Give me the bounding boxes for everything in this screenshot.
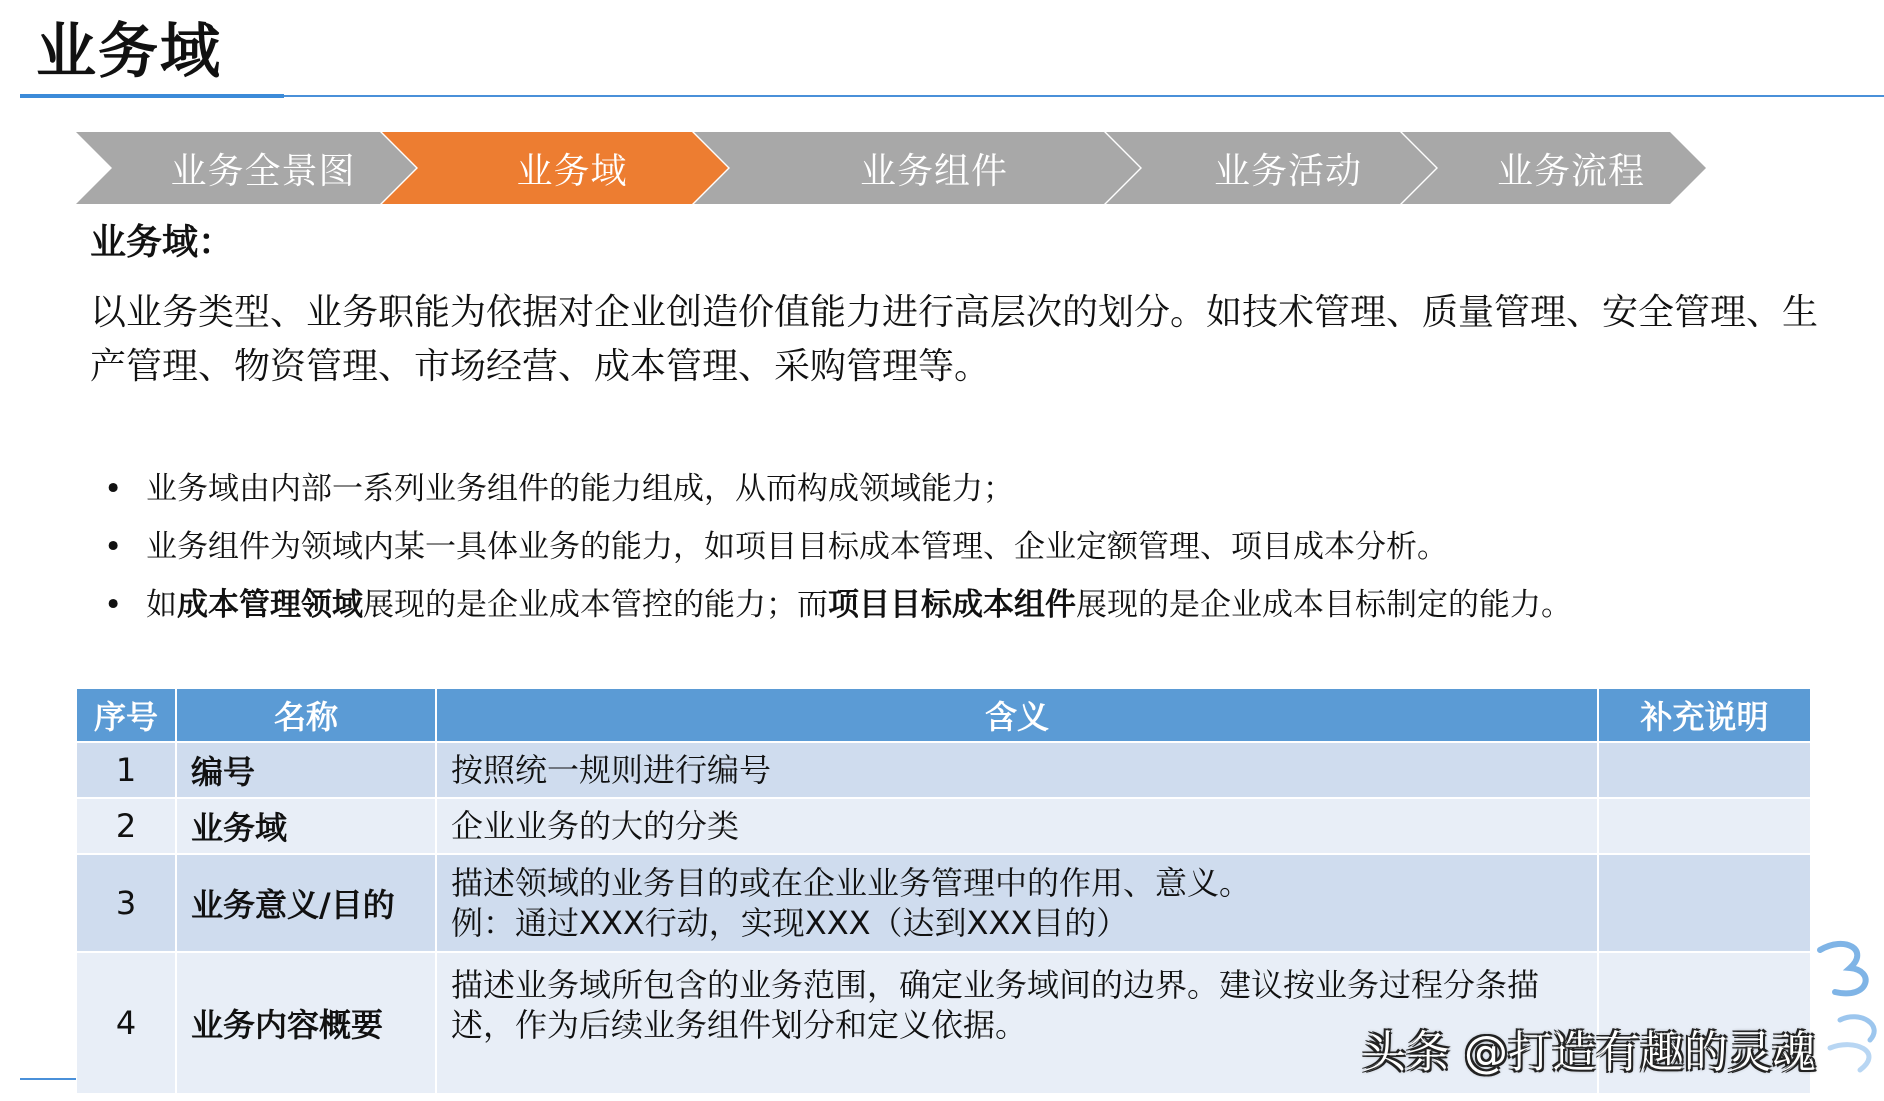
- bullet-item: [104, 460, 1572, 518]
- cell-meaning: [436, 742, 1598, 798]
- step-label: 业务全景图: [170, 150, 356, 192]
- bullet-dot-icon: •: [104, 587, 123, 623]
- table-header-row: [76, 688, 1811, 742]
- meaning-line: 描述领域的业务目的或在企业业务管理中的作用、意义。: [451, 864, 1252, 902]
- bullet-item: [104, 518, 1572, 576]
- bullet-list: [104, 460, 1572, 634]
- cell-no: 1: [76, 742, 176, 798]
- step-label: 业务活动: [1213, 150, 1362, 192]
- cell-no: 3: [76, 854, 176, 952]
- step-label: 业务域: [516, 150, 628, 192]
- title-rule: [284, 95, 1884, 97]
- process-steps: [76, 132, 1706, 204]
- bullet-emphasis: 项目目标成本组件: [828, 587, 1076, 623]
- step-business-process[interactable]: [1402, 132, 1706, 204]
- step-business-component[interactable]: [694, 132, 1140, 204]
- step-business-domain[interactable]: [382, 132, 728, 204]
- cell-note: [1598, 854, 1811, 952]
- bullet-emphasis: 成本管理领域: [177, 587, 363, 623]
- meaning-line: 企业业务的大的分类: [451, 807, 740, 845]
- bullet-text-mid: 展现的是企业成本管控的能力；而: [363, 587, 828, 623]
- step-overview[interactable]: [76, 132, 416, 204]
- header-no: 序号: [76, 688, 176, 742]
- table-row: [76, 798, 1811, 854]
- header-note: 补充说明: [1598, 688, 1811, 742]
- bullet-dot-icon: •: [104, 529, 123, 565]
- intro-line: 以业务类型、业务职能为依据对企业创造价值能力进行高层次的划分。如技术管理、质量管理、安全管理、生: [90, 292, 1819, 333]
- bullet-dot-icon: •: [104, 471, 123, 507]
- step-label: 业务流程: [1496, 150, 1645, 192]
- cell-no: 2: [76, 798, 176, 854]
- cell-name: 业务内容概要: [176, 952, 436, 1094]
- bullet-text-post: 展现的是企业成本目标制定的能力。: [1076, 587, 1572, 623]
- table-row: [76, 742, 1811, 798]
- intro-paragraph: [90, 286, 1884, 394]
- cell-name: 编号: [176, 742, 436, 798]
- title-underline: [20, 94, 284, 98]
- step-label: 业务组件: [859, 150, 1008, 192]
- header-name: 名称: [176, 688, 436, 742]
- cell-meaning: [436, 854, 1598, 952]
- meaning-line: 例：通过XXX行动，实现XXX（达到XXX目的）: [451, 904, 1129, 942]
- bullet-item: [104, 576, 1572, 634]
- cell-name: 业务域: [176, 798, 436, 854]
- cell-no: 4: [76, 952, 176, 1094]
- intro-line: 产管理、物资管理、市场经营、成本管理、采购管理等。: [90, 346, 991, 387]
- meaning-line: 描述业务域所包含的业务范围，确定业务域间的边界。建议按业务过程分条描: [451, 966, 1540, 1004]
- meaning-line: 按照统一规则进行编号: [451, 751, 772, 789]
- header-meaning: 含义: [436, 688, 1598, 742]
- bullet-text: 业务域由内部一系列业务组件的能力组成，从而构成领域能力；: [146, 471, 1014, 507]
- footer-rule: [20, 1078, 76, 1080]
- cell-note: [1598, 742, 1811, 798]
- bullet-text-pre: 如: [146, 587, 177, 623]
- cell-meaning: [436, 798, 1598, 854]
- bullet-text: 业务组件为领域内某一具体业务的能力，如项目目标成本管理、企业定额管理、项目成本分析。: [146, 529, 1448, 565]
- watermark: 头条 @打造有趣的灵魂: [1362, 1027, 1816, 1078]
- section-heading: 业务域：: [90, 222, 235, 263]
- page-title: 业务域: [36, 17, 222, 87]
- cell-note: [1598, 798, 1811, 854]
- step-business-activity[interactable]: [1106, 132, 1436, 204]
- meaning-line: 述，作为后续业务组件划分和定义依据。: [451, 1006, 1028, 1044]
- cell-name: 业务意义/目的: [176, 854, 436, 952]
- table-row: [76, 854, 1811, 952]
